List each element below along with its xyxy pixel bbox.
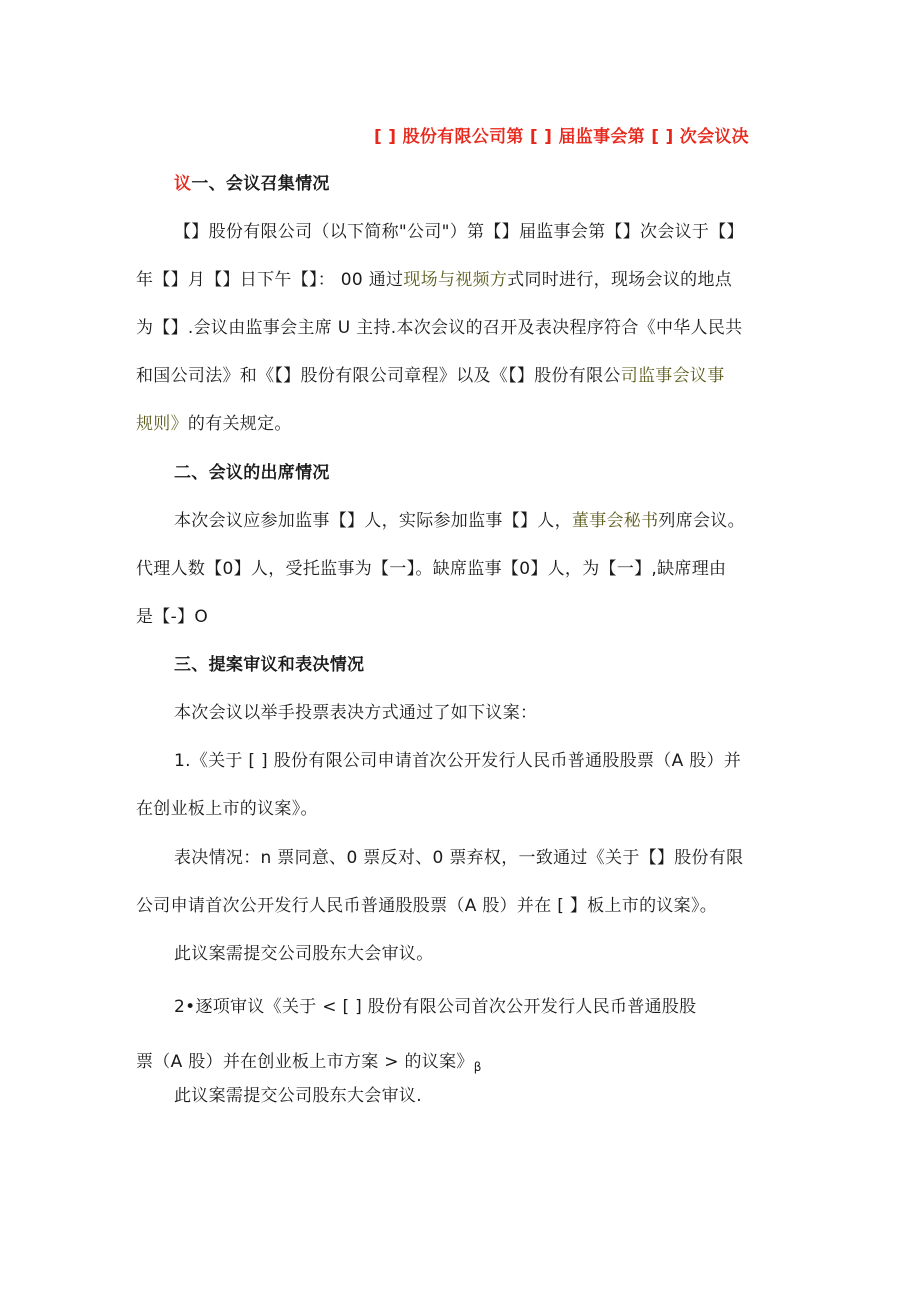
vote-result-line: 表决情况：n 票同意、0 票反对、0 票弃权，一致通过《关于【】股份有限 xyxy=(174,848,744,868)
title-continuation: 议 xyxy=(174,174,192,194)
section-2-heading: 二、会议的出席情况 xyxy=(174,463,330,483)
submission-note: 此议案需提交公司股东大会审议。 xyxy=(174,944,434,964)
highlighted-text: 规则》 xyxy=(136,414,188,434)
text-span: 票（A 股）并在创业板上市方案 > 的议案》 xyxy=(136,1052,474,1072)
submission-note: 此议案需提交公司股东大会审议. xyxy=(174,1086,422,1106)
section-2-text-line: 是【-】O xyxy=(136,607,209,627)
document-title: [ ] 股份有限公司第 [ ] 届监事会第 [ ] 次会议决 xyxy=(374,127,749,147)
section-1-heading-line xyxy=(174,172,330,196)
section-2-text-line: 代理人数【0】人，受托监事为【一】。缺席监事【0】人，为【一】,缺席理由 xyxy=(136,559,727,579)
section-1-text-line: 为【】.会议由监事会主席 U 主持.本次会议的召开及表决程序符合《中华人民共 xyxy=(136,318,743,338)
section-3-heading: 三、提案审议和表决情况 xyxy=(174,655,365,675)
section-1-heading: 一、会议召集情况 xyxy=(191,174,330,194)
text-span: 列席会议。 xyxy=(658,511,745,531)
section-2-text-line xyxy=(174,509,745,533)
section-1-text-line xyxy=(136,268,732,292)
section-1-text-line xyxy=(136,412,292,436)
section-3-intro: 本次会议以举手投票表决方式通过了如下议案： xyxy=(174,703,538,723)
vote-result-line: 公司申请首次公开发行人民币普通股股票（A 股）并在 [ 】板上市的议案》。 xyxy=(136,896,718,916)
highlighted-text: 董事会秘书 xyxy=(571,511,659,531)
highlighted-text: 现场与视频方 xyxy=(403,270,508,290)
proposal-2-line xyxy=(136,1050,482,1079)
section-1-text-line xyxy=(136,364,725,388)
beta-symbol: β xyxy=(473,1060,482,1074)
highlighted-text: 司监事会议事 xyxy=(620,366,725,386)
text-span: 年【】月【】日下午【】： 00 通过 xyxy=(136,270,404,290)
text-span: 式同时进行，现场会议的地点 xyxy=(507,270,733,290)
text-span: 和国公司法》和《【】股份有限公司章程》以及《【】股份有限公 xyxy=(136,366,621,386)
proposal-2-line: 2•逐项审议《关于 < [ ] 股份有限公司首次公开发行人民币普通股股 xyxy=(174,997,697,1017)
text-span: 本次会议应参加监事【】人，实际参加监事【】人， xyxy=(174,511,572,531)
text-span: 的有关规定。 xyxy=(187,414,292,434)
section-1-text-line: 【】股份有限公司（以下简称"公司"）第【】届监事会第【】次会议于【】 xyxy=(174,222,744,242)
proposal-1-line: 1.《关于 [ ] 股份有限公司申请首次公开发行人民币普通股股票（A 股）并 xyxy=(174,751,742,771)
proposal-1-line: 在创业板上市的议案》。 xyxy=(136,799,318,819)
